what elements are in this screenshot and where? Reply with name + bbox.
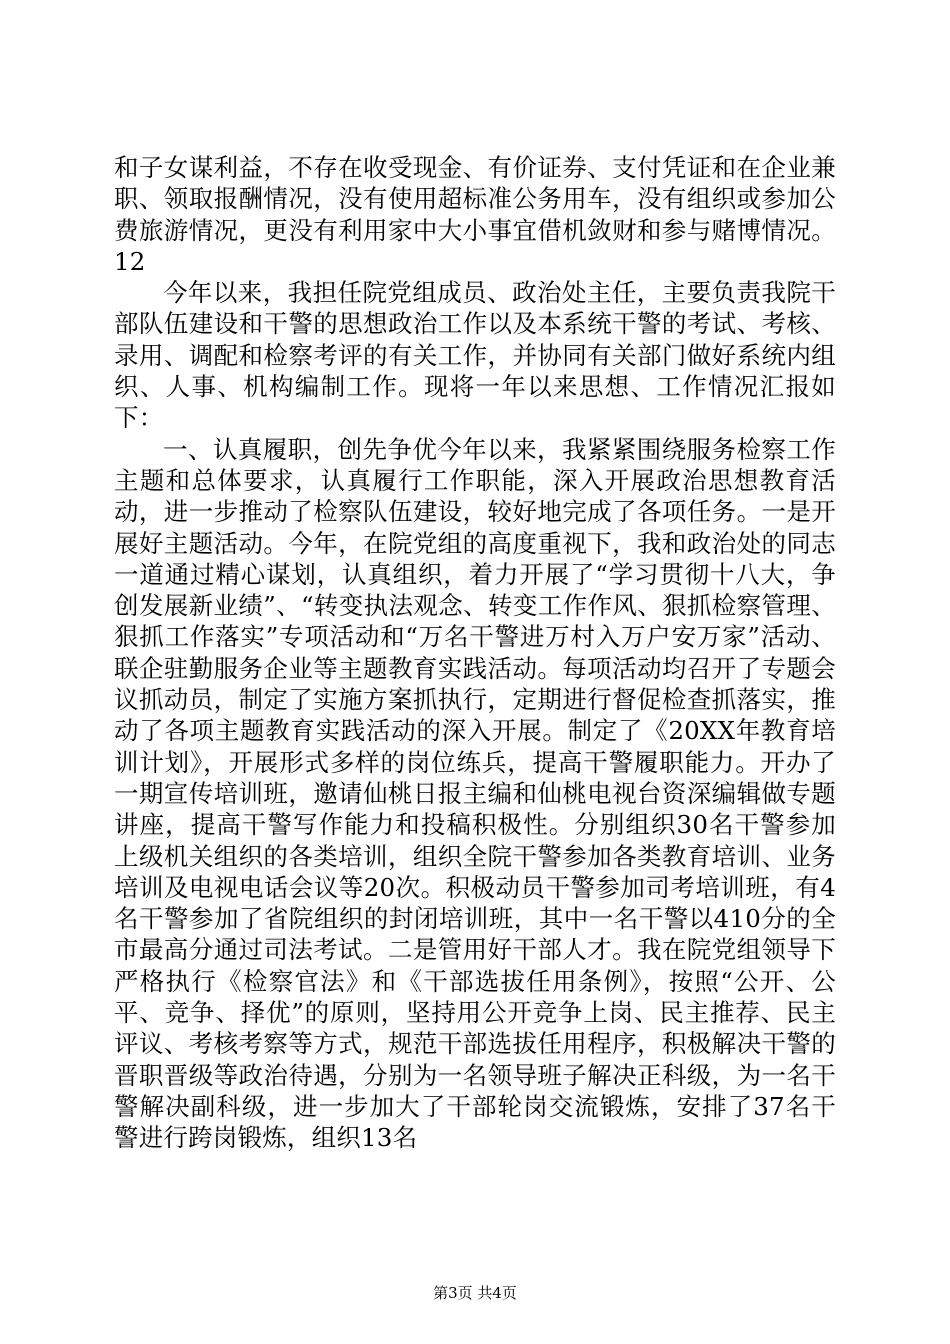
document-body <box>114 152 836 1154</box>
paragraph-section-one: 一、认真履职，创先争优今年以来，我紧紧围绕服务检察工作主题和总体要求，认真履行工作职能，深入开展政治思想教育活动，进一步推动了检察队伍建设，较好地完成了各项任务。一是开展好主题活动。今年，在院党组的高度重视下，我和政治处的同志一道通过精心谋划，认真组织，着力开展了“学习贯彻十八大，争创发展新业绩”、“转变执法观念、转变工作作风、狠抓检察管理、狠抓工作落实”专项活动和“万名干警进万村入万户安万家”活动、联企驻勤服务企业等主题教育实践活动。每项活动均召开了专题会议抓动员，制定了实施方案抓执行，定期进行督促检查抓落实，推动了各项主题教育实践活动的深入开展。制定了《20XX年教育培训计划》，开展形式多样的岗位练兵，提高干警履职能力。开办了一期宣传培训班，邀请仙桃日报主编和仙桃电视台资深编辑做专题讲座，提高干警写作能力和投稿积极性。分别组织30名干警参加上级机关组织的各类培训，组织全院干警参加各类教育培训、业务培训及电视电话会议等20次。积极动员干警参加司考培训班，有4名干警参加了省院组织的封闭培训班，其中一名干警以410分的全市最高分通过司法考试。二是管用好干部人才。我在院党组领导下严格执行《检察官法》和《干部选拔任用条例》，按照“公开、公平、竞争、择优”的原则，坚持用公开竞争上岗、民主推荐、民主评议、考核考察等方式，规范干部选拔任用程序，积极解决干警的晋职晋级等政治待遇，分别为一名领导班子解决正科级，为一名干警解决副科级，进一步加大了干部轮岗交流锻炼，安排了37名干警进行跨岗锻炼，组织13名 <box>114 434 836 1153</box>
page-footer: 第3页 共4页 <box>433 1284 517 1302</box>
paragraph-continued: 和子女谋利益，不存在收受现金、有价证券、支付凭证和在企业兼职、领取报酬情况，没有使用超标准公务用车，没有组织或参加公费旅游情况，更没有利用家中大小事宜借机敛财和参与赌博情况。12 <box>114 153 836 276</box>
paragraph-intro: 今年以来，我担任院党组成员、政治处主任，主要负责我院干部队伍建设和干警的思想政治工作以及本系统干警的考试、考核、录用、调配和检察考评的有关工作，并协同有关部门做好系统内组织、人事、机构编制工作。现将一年以来思想、工作情况汇报如下： <box>114 278 836 433</box>
